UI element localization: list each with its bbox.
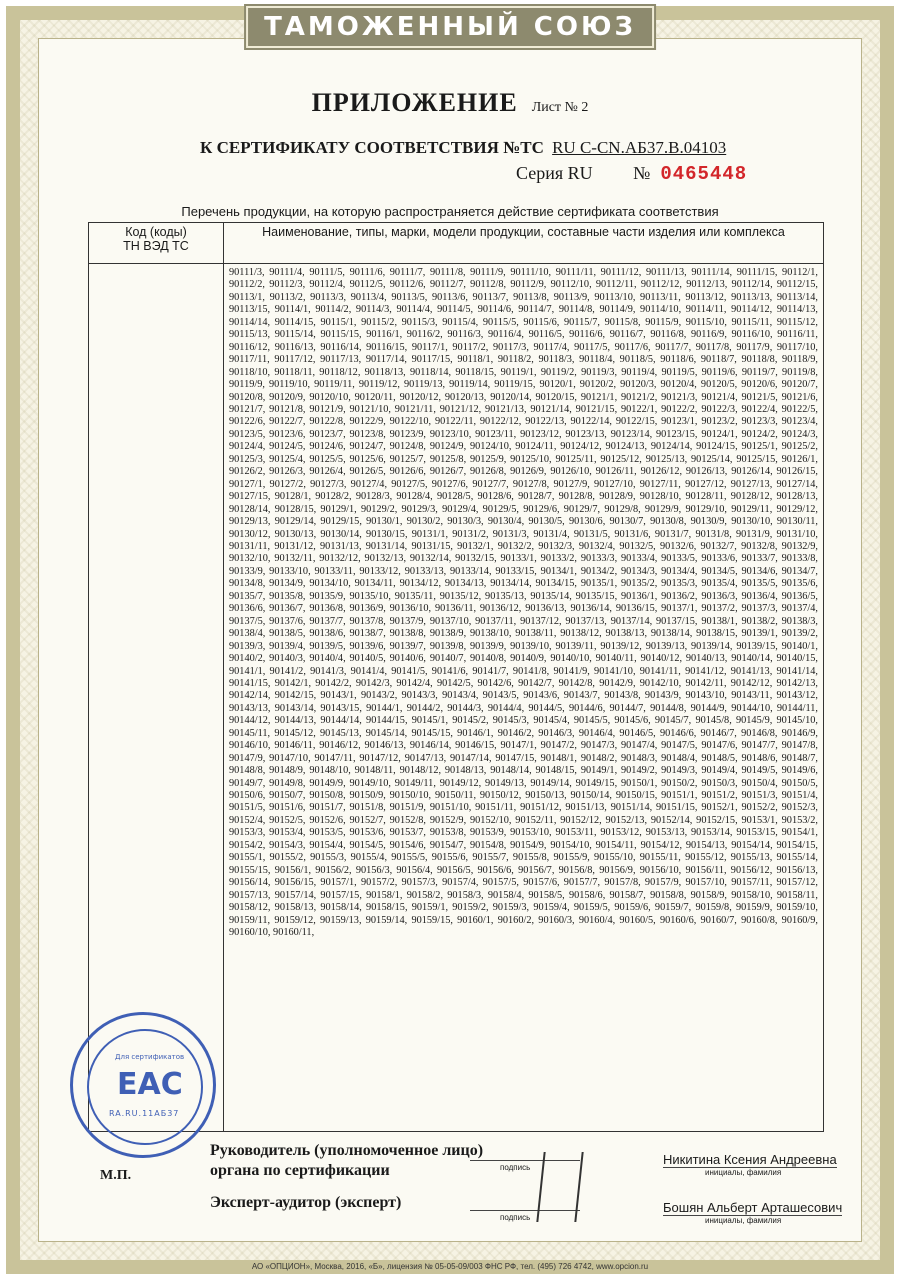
models-list: 90111/3, 90111/4, 90111/5, 90111/6, 90111/7, 90111/8, 90111/9, 90111/10, 90111/11, 90111/12, 90111/13, 90111/14, 90111/15, 90112/1, 90112/2, 90112/3, 90112/4, 90112/5, 90112/6, 90112/7, 90112/8, 90112/9, 90112/10, 90112/11, 90112/12, 90112/13, 90112/14, 90112/15, 90113/1, 90113/2, 90113/3, 90113/4, 90113/5, 90113/6, 90113/7, 90113/8, 90113/9, 90113/10, 90113/11, 90113/12, 90113/13, 90113/14, 90113/15, 90114/1, 90114/2, 90114/3, 90114/4, 90114/5, 90114/6, 90114/7, 90114/8, 90114/9, 90114/10, 90114/11, 90114/12, 90114/13, 90114/14, 90114/15, 90115/1, 90115/2, 90115/3, 90115/4, 90115/5, 90115/6, 90115/7, 90115/8, 90115/9, 90115/10, 90115/11, 90115/12, 90115/13, 90115/14, 90115/15, 90116/1, 90116/2, 90116/3, 90116/4, 90116/5, 90116/6, 90116/7, 90116/8, 90116/9, 90116/10, 90116/11, 90116/12, 90116/13, 90116/14, 90116/15, 90117/1, 90117/2, 90117/3, 90117/4, 90117/5, 90117/6, 90117/7, 90117/8, 90117/9, 90117/10, 90117/11, 90117/12, 90117/13, 90117/14, 90117/15, 90118/1, 90118/2, 90118/3, 90118/4, 90118/5, 90118/6, 90118/7, 90118/8, 90118/9, 90118/10, 90118/11, 90118/12, 90118/13, 90118/14, 90118/15, 90119/1, 90119/2, 90119/3, 90119/4, 90119/5, 90119/6, 90119/7, 90119/8, 90119/9, 90119/10, 90119/11, 90119/12, 90119/13, 90119/14, 90119/15, 90120/1, 90120/2, 90120/3, 90120/4, 90120/5, 90120/6, 90120/7, 90120/8, 90120/9, 90120/10, 90120/11, 90120/12, 90120/13, 90120/14, 90120/15, 90121/1, 90121/2, 90121/3, 90121/4, 90121/5, 90121/6, 90121/7, 90121/8, 90121/9, 90121/10, 90121/11, 90121/12, 90121/13, 90121/14, 90121/15, 90122/1, 90122/2, 90122/3, 90122/4, 90122/5, 90122/6, 90122/7, 90122/8, 90122/9, 90122/10, 90122/11, 90122/12, 90122/13, 90122/14, 90122/15, 90123/1, 90123/2, 90123/3, 90123/4, 90123/5, 90123/6, 90123/7, 90123/8, 90123/9, 90123/10, 90123/11, 90123/12, 90123/13, 90123/14, 90123/15, 90124/1, 90124/2, 90124/3, 90124/4, 90124/5, 90124/6, 90124/7, 90124/8, 90124/9, 90124/10, 90124/11, 90124/12, 90124/13, 90124/14, 90124/15, 90125/1, 90125/2, 90125/3, 90125/4, 90125/5, 90125/6, 90125/7, 90125/8, 90125/9, 90125/10, 90125/11, 90125/12, 90125/13, 90125/14, 90125/15, 90126/1, 90126/2, 90126/3, 90126/4, 90126/5, 90126/6, 90126/7, 90126/8, 90126/9, 90126/10, 90126/11, 90126/12, 90126/13, 90126/14, 90126/15, 90127/1, 90127/2, 90127/3, 90127/4, 90127/5, 90127/6, 90127/7, 90127/8, 90127/9, 90127/10, 90127/11, 90127/12, 90127/13, 90127/14, 90127/15, 90128/1, 90128/2, 90128/3, 90128/4, 90128/5, 90128/6, 90128/7, 90128/8, 90128/9, 90128/10, 90128/11, 90128/12, 90128/13, 90128/14, 90128/15, 90129/1, 90129/2, 90129/3, 90129/4, 90129/5, 90129/6, 90129/7, 90129/8, 90129/9, 90129/10, 90129/11, 90129/12, 90129/13, 90129/14, 90129/15, 90130/1, 90130/2, 90130/3, 90130/4, 90130/5, 90130/6, 90130/7, 90130/8, 90130/9, 90130/10, 90130/11, 90130/12, 90130/13, 90130/14, 90130/15, 90131/1, 90131/2, 90131/3, 90131/4, 90131/5, 90131/6, 90131/7, 90131/8, 90131/9, 90131/10, 90131/11, 90131/12, 90131/13, 90131/14, 90131/15, 90132/1, 90132/2, 90132/3, 90132/4, 90132/5, 90132/6, 90132/7, 90132/8, 90132/9, 90132/10, 90132/11, 90132/12, 90132/13, 90132/14, 90132/15, 90133/1, 90133/2, 90133/3, 90133/4, 90133/5, 90133/6, 90133/7, 90133/8, 90133/9, 90133/10, 90133/11, 90133/12, 90133/13, 90133/14, 90133/15, 90134/1, 90134/2, 90134/3, 90134/4, 90134/5, 90134/6, 90134/7, 90134/8, 90134/9, 90134/10, 90134/11, 90134/12, 90134/13, 90134/14, 90134/15, 90135/1, 90135/2, 90135/3, 90135/4, 90135/5, 90135/6, 90135/7, 90135/8, 90135/9, 90135/10, 90135/11, 90135/12, 90135/13, 90135/14, 90135/15, 90136/1, 90136/2, 90136/3, 90136/4, 90136/5, 90136/6, 90136/7, 90136/8, 90136/9, 90136/10, 90136/11, 90136/12, 90136/13, 90136/14, 90136/15, 90137/1, 90137/2, 90137/3, 90137/4, 90137/5, 90137/6, 90137/7, 90137/8, 90137/9, 90137/10, 90137/11, 90137/12, 90137/13, 90137/14, 90137/15, 90138/1, 90138/2, 90138/3, 90138/4, 90138/5, 90138/6, 90138/7, 90138/8, 90138/9, 90138/10, 90138/11, 90138/12, 90138/13, 90138/14, 90138/15, 90139/1, 90139/2, 90139/3, 90139/4, 90139/5, 90139/6, 90139/7, 90139/8, 90139/9, 90139/10, 90139/11, 90139/12, 90139/13, 90139/14, 90139/15, 90140/1, 90140/2, 90140/3, 90140/4, 90140/5, 90140/6, 90140/7, 90140/8, 90140/9, 90140/10, 90140/11, 90140/12, 90140/13, 90140/14, 90140/15, 90141/1, 90141/2, 90141/3, 90141/4, 90141/5, 90141/6, 90141/7, 90141/8, 90141/9, 90141/10, 90141/11, 90141/12, 90141/13, 90141/14, 90141/15, 90142/1, 90142/2, 90142/3, 90142/4, 90142/5, 90142/6, 90142/7, 90142/8, 90142/9, 90142/10, 90142/11, 90142/12, 90142/13, 90142/14, 90142/15, 90143/1, 90143/2, 90143/3, 90143/4, 90143/5, 90143/6, 90143/7, 90143/8, 90143/9, 90143/10, 90143/11, 90143/12, 90143/13, 90143/14, 90143/15, 90144/1, 90144/2, 90144/3, 90144/4, 90144/5, 90144/6, 90144/7, 90144/8, 90144/9, 90144/10, 90144/11, 90144/12, 90144/13, 90144/14, 90144/15, 90145/1, 90145/2, 90145/3, 90145/4, 90145/5, 90145/6, 90145/7, 90145/8, 90145/9, 90145/10, 90145/11, 90145/12, 90145/13, 90145/14, 90145/15, 90146/1, 90146/2, 90146/3, 90146/4, 90146/5, 90146/6, 90146/7, 90146/8, 90146/9, 90146/10, 90146/11, 90146/12, 90146/13, 90146/14, 90146/15, 90147/1, 90147/2, 90147/3, 90147/4, 90147/5, 90147/6, 90147/7, 90147/8, 90147/9, 90147/10, 90147/11, 90147/12, 90147/13, 90147/14, 90147/15, 90148/1, 90148/2, 90148/3, 90148/4, 90148/5, 90148/6, 90148/7, 90148/8, 90148/9, 90148/10, 90148/11, 90148/12, 90148/13, 90148/14, 90148/15, 90149/1, 90149/2, 90149/3, 90149/4, 90149/5, 90149/6, 90149/7, 90149/8, 90149/9, 90149/10, 90149/11, 90149/12, 90149/13, 90149/14, 90149/15, 90150/1, 90150/2, 90150/3, 90150/4, 90150/5, 90150/6, 90150/7, 90150/8, 90150/9, 90150/10, 90150/11, 90150/12, 90150/13, 90150/14, 90150/15, 90151/1, 90151/2, 90151/3, 90151/4, 90151/5, 90151/6, 90151/7, 90151/8, 90151/9, 90151/10, 90151/11, 90151/12, 90151/13, 90151/14, 90151/15, 90152/1, 90152/2, 90152/3, 90152/4, 90152/5, 90152/6, 90152/7, 90152/8, 90152/9, 90152/10, 90152/11, 90152/12, 90152/13, 90152/14, 90152/15, 90153/1, 90153/2, 90153/3, 90153/4, 90153/5, 90153/6, 90153/7, 90153/8, 90153/9, 90153/10, 90153/11, 90153/12, 90153/13, 90153/14, 90153/15, 90154/1, 90154/2, 90154/3, 90154/4, 90154/5, 90154/6, 90154/7, 90154/8, 90154/9, 90154/10, 90154/11, 90154/12, 90154/13, 90154/14, 90154/15, 90155/1, 90155/2, 90155/3, 90155/4, 90155/5, 90155/6, 90155/7, 90155/8, 90155/9, 90155/10, 90155/11, 90155/12, 90155/13, 90155/14, 90155/15, 90156/1, 90156/2, 90156/3, 90156/4, 90156/5, 90156/6, 90156/7, 90156/8, 90156/9, 90156/10, 90156/11, 90156/12, 90156/13, 90156/14, 90156/15, 90157/1, 90157/2, 90157/3, 90157/4, 90157/5, 90157/6, 90157/7, 90157/8, 90157/9, 90157/10, 90157/11, 90157/12, 90157/13, 90157/14, 90157/15, 90158/1, 90158/2, 90158/3, 90158/4, 90158/5, 90158/6, 90158/7, 90158/8, 90158/9, 90158/10, 90158/11, 90158/12, 90158/13, 90158/14, 90158/15, 90159/1, 90159/2, 90159/3, 90159/4, 90159/5, 90159/6, 90159/7, 90159/8, 90159/9, 90159/10, 90159/11, 90159/12, 90159/13, 90159/14, 90159/15, 90160/1, 90160/2, 90160/3, 90160/4, 90160/5, 90160/6, 90160/7, 90160/8, 90160/9, 90160/10, 90160/11, <box>229 267 818 939</box>
certificate-line <box>200 138 726 158</box>
products-table <box>88 222 824 1132</box>
models-cell <box>224 264 824 1132</box>
expert-signature-caption: подпись <box>500 1213 531 1222</box>
head-signature-caption: подпись <box>500 1163 531 1172</box>
expert-label: Эксперт-аудитор (эксперт) <box>210 1194 402 1211</box>
code-cell <box>89 264 224 1132</box>
head-name-caption: инициалы, фамилия <box>705 1168 782 1177</box>
models-wrap <box>225 265 822 1129</box>
expert-name-caption: инициалы, фамилия <box>705 1216 782 1225</box>
series-value: RU <box>567 163 593 183</box>
customs-union-banner: ТАМОЖЕННЫЙ СОЮЗ <box>246 6 654 48</box>
head-name: Никитина Ксения Андреевна <box>663 1152 837 1167</box>
printer-footer: АО «ОПЦИОН», Москва, 2016, «Б», лицензия № 05-05-09/003 ФНС РФ, тел. (495) 726 4742, www.opcion.ru <box>251 1262 649 1271</box>
certificate-prefix: №ТС <box>503 138 544 157</box>
table-header-row <box>89 223 824 264</box>
head-label: Руководитель (уполномоченное лицо) органа по сертификации <box>210 1142 484 1179</box>
handwritten-signature <box>536 1152 583 1222</box>
serial-label: № <box>633 163 651 183</box>
series-label: Серия <box>516 163 564 183</box>
seal-place-label: М.П. <box>100 1168 132 1183</box>
stamp-registration: RA.RU.11АБ37 <box>109 1109 180 1118</box>
serial-number: 0465448 <box>660 163 748 185</box>
certification-stamp <box>70 1012 216 1158</box>
appendix-title: ПРИЛОЖЕНИЕ <box>311 88 518 117</box>
series-line <box>516 163 747 185</box>
certificate-label: К СЕРТИФИКАТУ СООТВЕТСТВИЯ <box>200 138 499 157</box>
sheet-number: Лист № 2 <box>531 100 589 115</box>
eac-mark: EAC <box>117 1067 183 1102</box>
product-list-intro: Перечень продукции, на которую распространяется действие сертификата соответствия <box>181 204 719 219</box>
expert-name: Бошян Альберт Арташесович <box>663 1200 843 1215</box>
certificate-number: RU C-CN.АБ37.В.04103 <box>552 138 727 157</box>
code-column-header: Код (коды) ТН ВЭД ТС <box>89 223 224 264</box>
table-row <box>89 264 824 1132</box>
name-column-header: Наименование, типы, марки, модели продукции, составные части изделия или комплекса <box>224 223 824 264</box>
page-title <box>0 88 900 118</box>
stamp-top-text: Для сертификатов <box>115 1053 185 1061</box>
